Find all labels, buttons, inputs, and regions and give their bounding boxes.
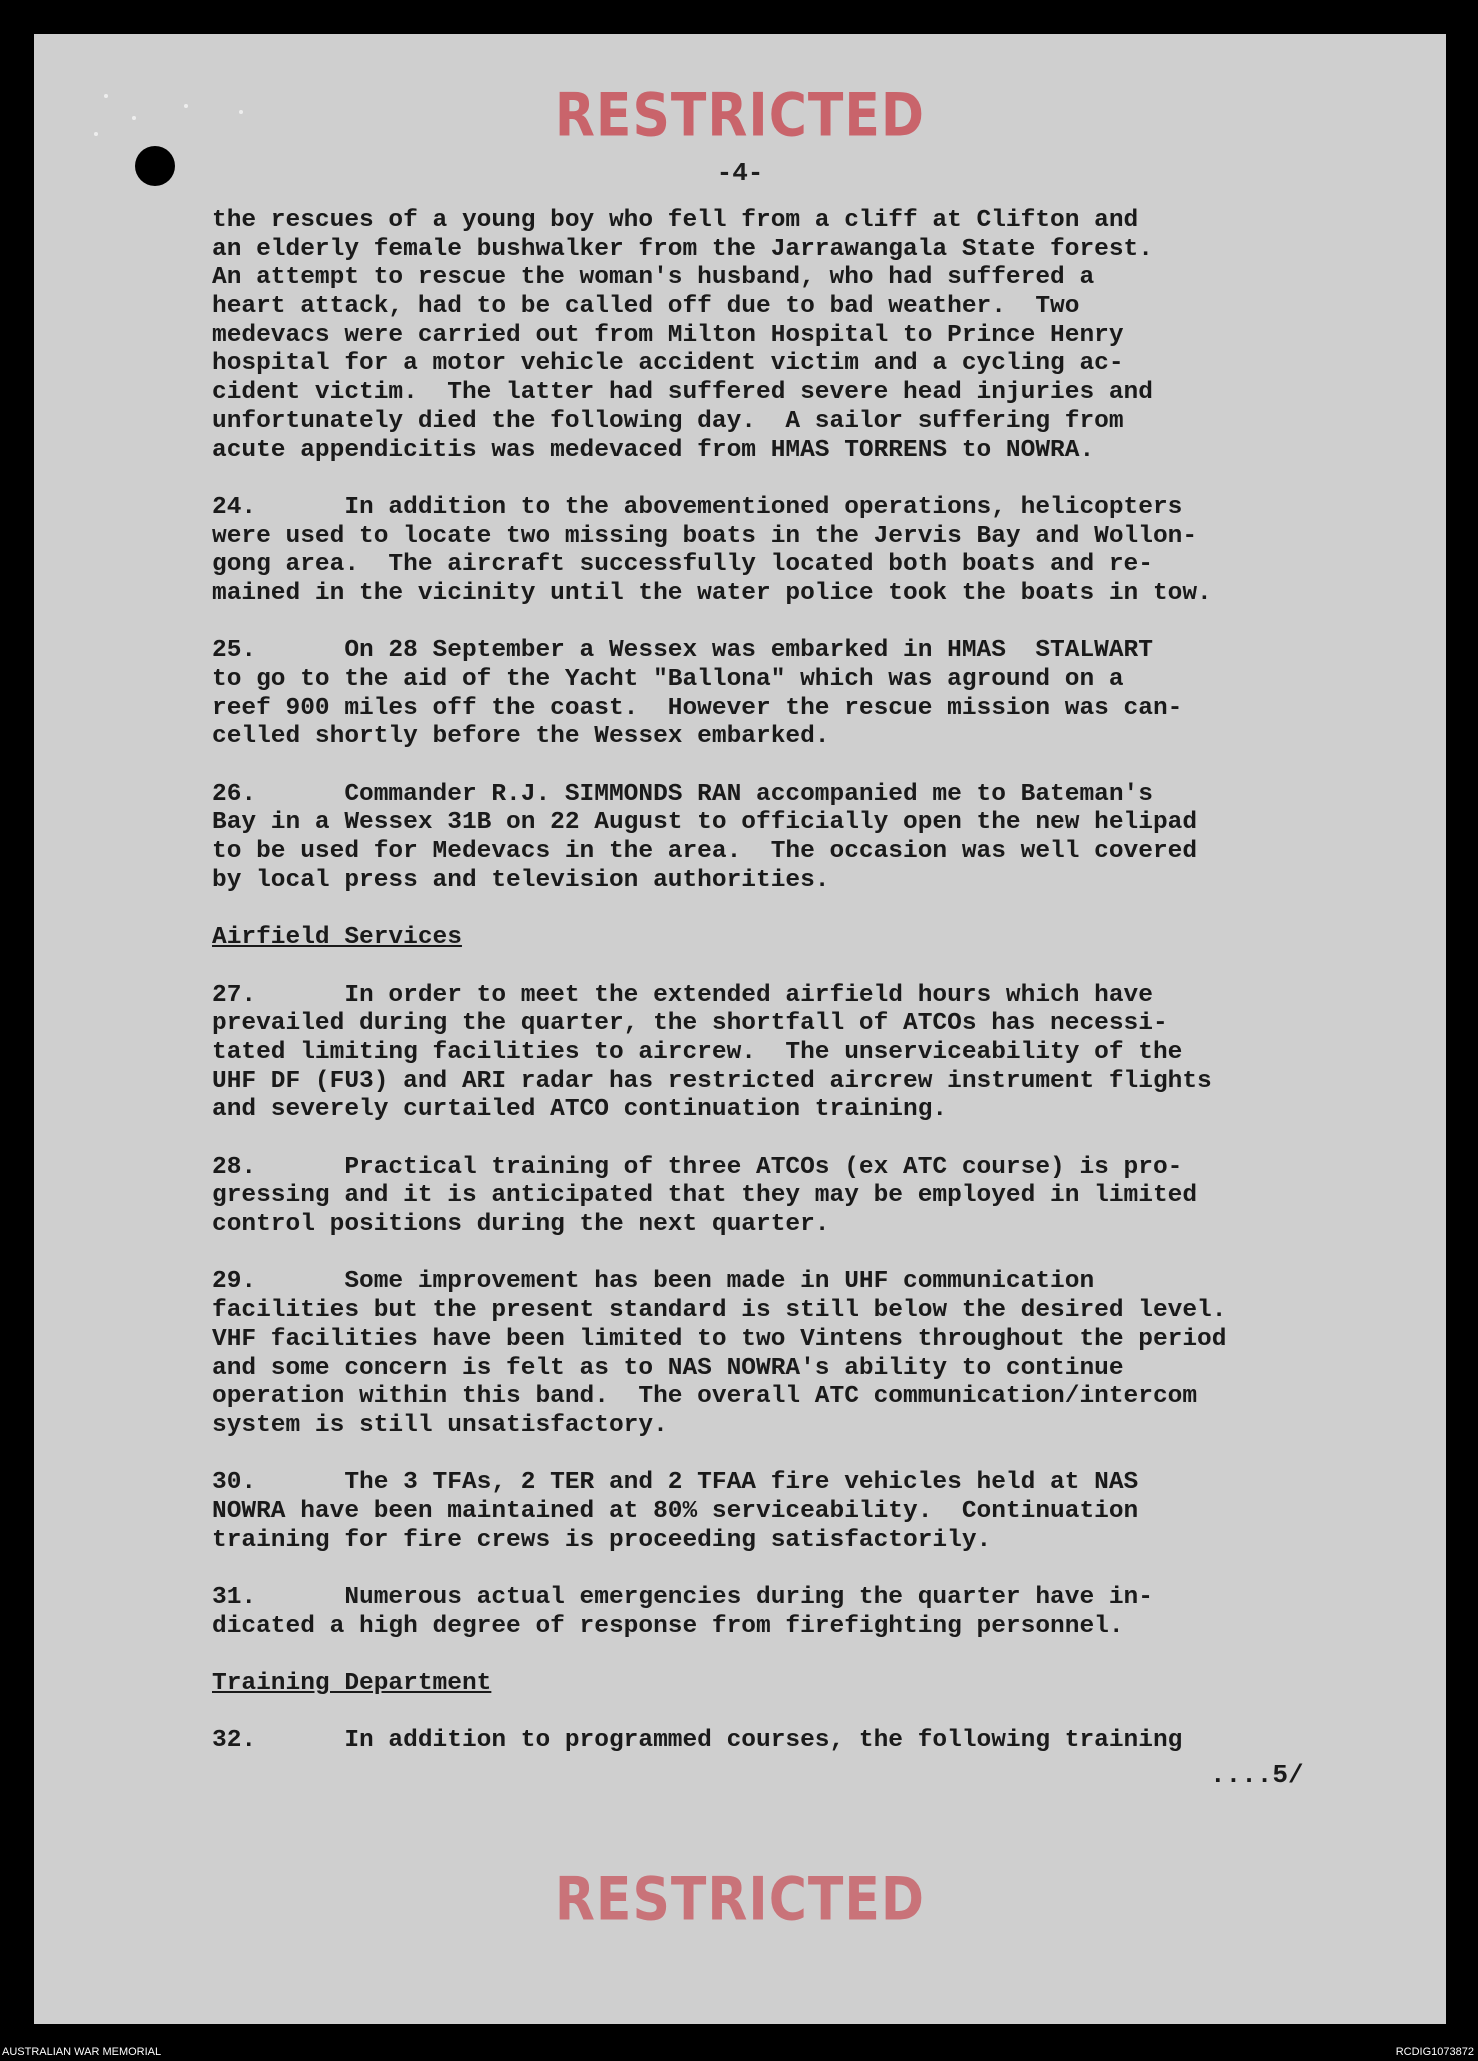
page-number: -4-: [716, 158, 764, 188]
paragraph: [212, 637, 1402, 752]
text-line: 29. Some improvement has been made in UHF communication: [212, 1268, 1095, 1296]
paragraph: [212, 1727, 1402, 1756]
text-line: unfortunately died the following day. A sailor suffering from: [212, 407, 1124, 435]
text-line: tated limiting facilities to aircrew. The unserviceability of the: [212, 1038, 1183, 1066]
text-line: dicated a high degree of response from firefighting personnel.: [212, 1612, 1124, 1640]
text-line: control positions during the next quarter.: [212, 1211, 830, 1239]
document-page: [34, 34, 1446, 2024]
text-line: 27. In order to meet the extended airfield hours which have: [212, 981, 1153, 1009]
text-line: mained in the vicinity until the water police took the boats in tow.: [212, 579, 1212, 607]
text-line: operation within this band. The overall ATC communication/intercom: [212, 1383, 1198, 1411]
paragraph: [212, 982, 1402, 1125]
restricted-stamp-top: RESTRICTED: [554, 81, 926, 151]
section-heading-text: Training Department: [212, 1670, 492, 1698]
text-line: UHF DF (FU3) and ARI radar has restricted aircrew instrument flights: [212, 1067, 1212, 1095]
paragraph: [212, 781, 1402, 896]
text-line: cident victim. The latter had suffered severe head injuries and: [212, 379, 1153, 407]
text-line: facilities but the present standard is still below the desired level.: [212, 1297, 1227, 1325]
text-line: to go to the aid of the Yacht "Ballona" which was aground on a: [212, 666, 1124, 693]
text-line: training for fire crews is proceeding satisfactorily.: [212, 1526, 992, 1554]
text-line: acute appendicitis was medevaced from HMAS TORRENS to NOWRA.: [212, 436, 1095, 464]
paragraph: [212, 207, 1402, 465]
text-line: were used to locate two missing boats in the Jervis Bay and Wollon-: [212, 522, 1198, 550]
text-line: by local press and television authorities.: [212, 866, 830, 894]
text-line: 30. The 3 TFAs, 2 TER and 2 TFAA fire vehicles held at NAS: [212, 1469, 1139, 1497]
text-line: 25. On 28 September a Wessex was embarked in HMAS STALWART: [212, 637, 1153, 665]
text-line: and severely curtailed ATCO continuation training.: [212, 1096, 948, 1124]
footer-archive-name: AUSTRALIAN WAR MEMORIAL: [2, 2046, 162, 2058]
text-line: the rescues of a young boy who fell from a cliff at Clifton and: [212, 207, 1139, 234]
text-line: celled shortly before the Wessex embarked.: [212, 723, 830, 751]
paragraph: [212, 494, 1402, 609]
paragraph: [212, 1584, 1402, 1641]
paragraph: [212, 1154, 1402, 1240]
text-line: 28. Practical training of three ATCOs (ex ATC course) is pro-: [212, 1153, 1183, 1181]
text-line: reef 900 miles off the coast. However the rescue mission was can-: [212, 694, 1183, 722]
text-line: prevailed during the quarter, the shortfall of ATCOs has necessi-: [212, 1010, 1168, 1038]
text-line: Bay in a Wessex 31B on 22 August to officially open the new helipad: [212, 809, 1198, 837]
text-line: hospital for a motor vehicle accident victim and a cycling ac-: [212, 350, 1124, 378]
section-heading: [212, 1670, 1402, 1699]
text-line: An attempt to rescue the woman's husband, who had suffered a: [212, 264, 1095, 292]
document-body: [212, 207, 1402, 1785]
text-line: 31. Numerous actual emergencies during the quarter have in-: [212, 1584, 1153, 1611]
text-line: medevacs were carried out from Milton Hospital to Prince Henry: [212, 321, 1124, 349]
text-line: heart attack, had to be called off due to bad weather. Two: [212, 293, 1080, 321]
text-line: gressing and it is anticipated that they may be employed in limited: [212, 1182, 1198, 1210]
text-line: VHF facilities have been limited to two Vintens throughout the period: [212, 1325, 1227, 1353]
text-line: system is still unsatisfactory.: [212, 1411, 668, 1439]
text-line: to be used for Medevacs in the area. The occasion was well covered: [212, 838, 1198, 866]
text-line: and some concern is felt as to NAS NOWRA's ability to continue: [212, 1354, 1124, 1382]
restricted-stamp-bottom: RESTRICTED: [554, 1865, 926, 1935]
text-line: gong area. The aircraft successfully located both boats and re-: [212, 551, 1153, 579]
section-heading-text: Airfield Services: [212, 924, 462, 952]
continuation-marker: ....5/: [1210, 1760, 1304, 1790]
text-line: an elderly female bushwalker from the Jarrawangala State forest.: [212, 235, 1153, 263]
paragraph: [212, 1469, 1402, 1555]
text-line: 24. In addition to the abovementioned operations, helicopters: [212, 493, 1183, 521]
section-heading: [212, 924, 1402, 953]
paragraph: [212, 1268, 1402, 1440]
text-line: 32. In addition to programmed courses, the following training: [212, 1727, 1183, 1755]
footer-document-id: RCDIG1073872: [1395, 2046, 1474, 2058]
text-line: 26. Commander R.J. SIMMONDS RAN accompanied me to Bateman's: [212, 780, 1153, 808]
text-line: NOWRA have been maintained at 80% serviceability. Continuation: [212, 1497, 1139, 1525]
